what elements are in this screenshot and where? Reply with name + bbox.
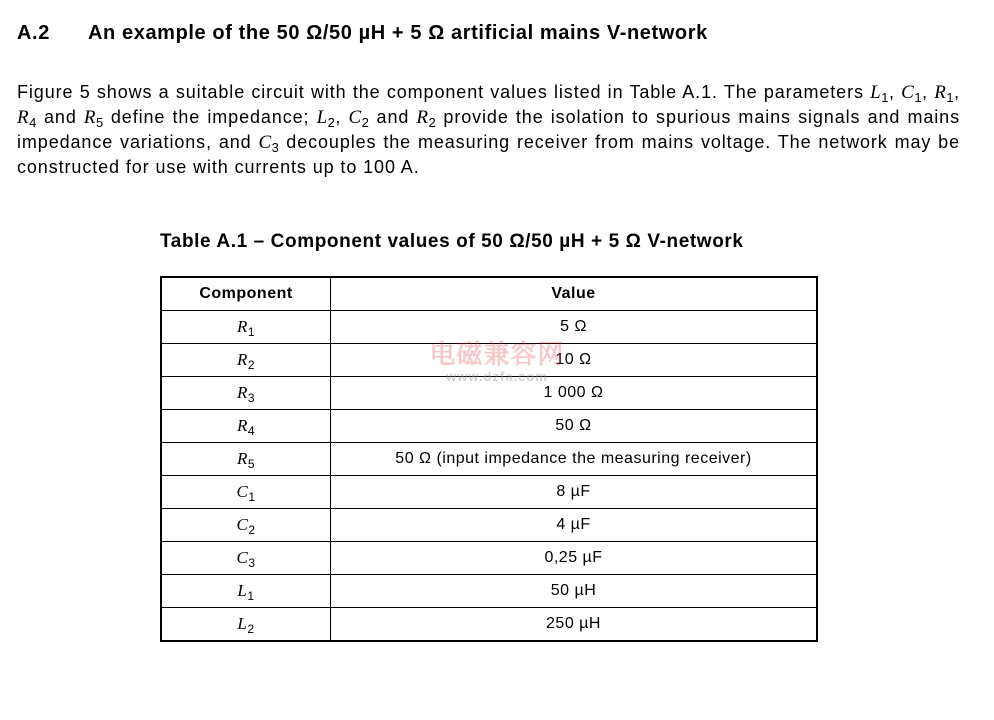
value-cell: 50 µH bbox=[331, 575, 818, 608]
component-symbol: R bbox=[236, 350, 248, 369]
paragraph-text: Figure 5 shows a suitable circuit with the component values listed in Table A.1. The parameters bbox=[17, 82, 871, 102]
component-symbol: L bbox=[237, 614, 248, 633]
component-subscript: 2 bbox=[248, 523, 256, 537]
table-row bbox=[161, 311, 817, 344]
component-cell bbox=[161, 410, 331, 443]
var-C3: $C_3$ bbox=[258, 132, 280, 155]
header-value: Value bbox=[331, 277, 818, 311]
table-row bbox=[161, 509, 817, 542]
component-symbol: C bbox=[236, 515, 249, 534]
component-symbol: R bbox=[236, 449, 248, 468]
component-cell bbox=[161, 344, 331, 377]
table-row bbox=[161, 377, 817, 410]
component-cell bbox=[161, 608, 331, 642]
table-header-row bbox=[161, 277, 817, 311]
section-heading bbox=[17, 22, 708, 45]
value-cell: 1 000 Ω bbox=[331, 377, 818, 410]
value-cell: 8 µF bbox=[331, 476, 818, 509]
component-subscript: 1 bbox=[247, 589, 255, 603]
component-subscript: 2 bbox=[247, 622, 255, 636]
component-cell bbox=[161, 476, 331, 509]
component-cell bbox=[161, 443, 331, 476]
watermark-logo-text: 电磁兼容网 bbox=[429, 340, 565, 370]
paragraph-text: decouples the measuring receiver from mains voltage. The network may be constructed for use with currents up to 100 A. bbox=[17, 132, 960, 177]
paragraph-text: define the impedance; bbox=[103, 107, 317, 127]
component-subscript: 3 bbox=[248, 556, 256, 570]
component-subscript: 1 bbox=[247, 325, 256, 339]
component-table bbox=[160, 276, 818, 642]
value-cell: 5 Ω bbox=[331, 311, 818, 344]
table-row bbox=[161, 443, 817, 476]
component-subscript: 5 bbox=[247, 457, 256, 471]
table-row bbox=[161, 344, 817, 377]
value-cell: 0,25 µF bbox=[331, 542, 818, 575]
component-symbol: R bbox=[236, 416, 248, 435]
paragraph-text: provide the isolation to spurious mains signals and mains impedance variations, and bbox=[17, 107, 960, 152]
var-R4: $R_4$ bbox=[17, 107, 37, 130]
body-paragraph: Figure 5 shows a suitable circuit with the component values listed in Table A.1. The parameters $L_1$, $C_1$, $R_1$, $R_4$ and $R_5$ define the impedance; $L_2$, $C_2$ and $R_2$ provide the isolation to spurious mains signals and mains impedance variations, and $C_3$ decouples the measuring receiver from mains voltage. The network may be constructed for use with currents up to 100 A. bbox=[17, 82, 960, 177]
component-subscript: 3 bbox=[247, 391, 256, 405]
var-L2: $L_2$ bbox=[316, 107, 336, 130]
component-subscript: 1 bbox=[248, 490, 256, 504]
value-cell: 50 Ω bbox=[331, 410, 818, 443]
component-symbol: R bbox=[236, 383, 248, 402]
component-subscript: 4 bbox=[247, 424, 256, 438]
component-cell bbox=[161, 542, 331, 575]
value-cell: 50 Ω (input impedance the measuring receiver) bbox=[331, 443, 818, 476]
table-row bbox=[161, 542, 817, 575]
header-component: Component bbox=[161, 277, 331, 311]
component-cell bbox=[161, 311, 331, 344]
var-C2: $C_2$ bbox=[348, 107, 370, 130]
watermark-url: www.dzfa.com bbox=[446, 369, 548, 384]
var-C1: $C_1$ bbox=[901, 82, 923, 105]
section-number: A.2 bbox=[17, 22, 50, 44]
component-subscript: 2 bbox=[247, 358, 256, 372]
component-cell bbox=[161, 509, 331, 542]
table-caption: Table A.1 – Component values of 50 Ω/50 µH + 5 Ω V-network bbox=[160, 231, 744, 252]
table-row bbox=[161, 476, 817, 509]
component-cell bbox=[161, 575, 331, 608]
component-cell bbox=[161, 377, 331, 410]
value-cell: 10 Ω bbox=[331, 344, 818, 377]
var-L1: $L_1$ bbox=[870, 82, 889, 105]
table-row bbox=[161, 608, 817, 642]
section-title: An example of the 50 Ω/50 µH + 5 Ω artificial mains V-network bbox=[88, 22, 708, 44]
var-R1: $R_1$ bbox=[934, 82, 955, 105]
component-symbol: L bbox=[237, 581, 248, 600]
table-row bbox=[161, 410, 817, 443]
var-R2: $R_2$ bbox=[416, 107, 437, 130]
value-cell: 4 µF bbox=[331, 509, 818, 542]
component-symbol: C bbox=[236, 482, 249, 501]
table-row bbox=[161, 575, 817, 608]
var-R5: $R_5$ bbox=[83, 107, 104, 130]
value-cell: 250 µH bbox=[331, 608, 818, 642]
component-symbol: C bbox=[236, 548, 249, 567]
component-symbol: R bbox=[236, 317, 248, 336]
